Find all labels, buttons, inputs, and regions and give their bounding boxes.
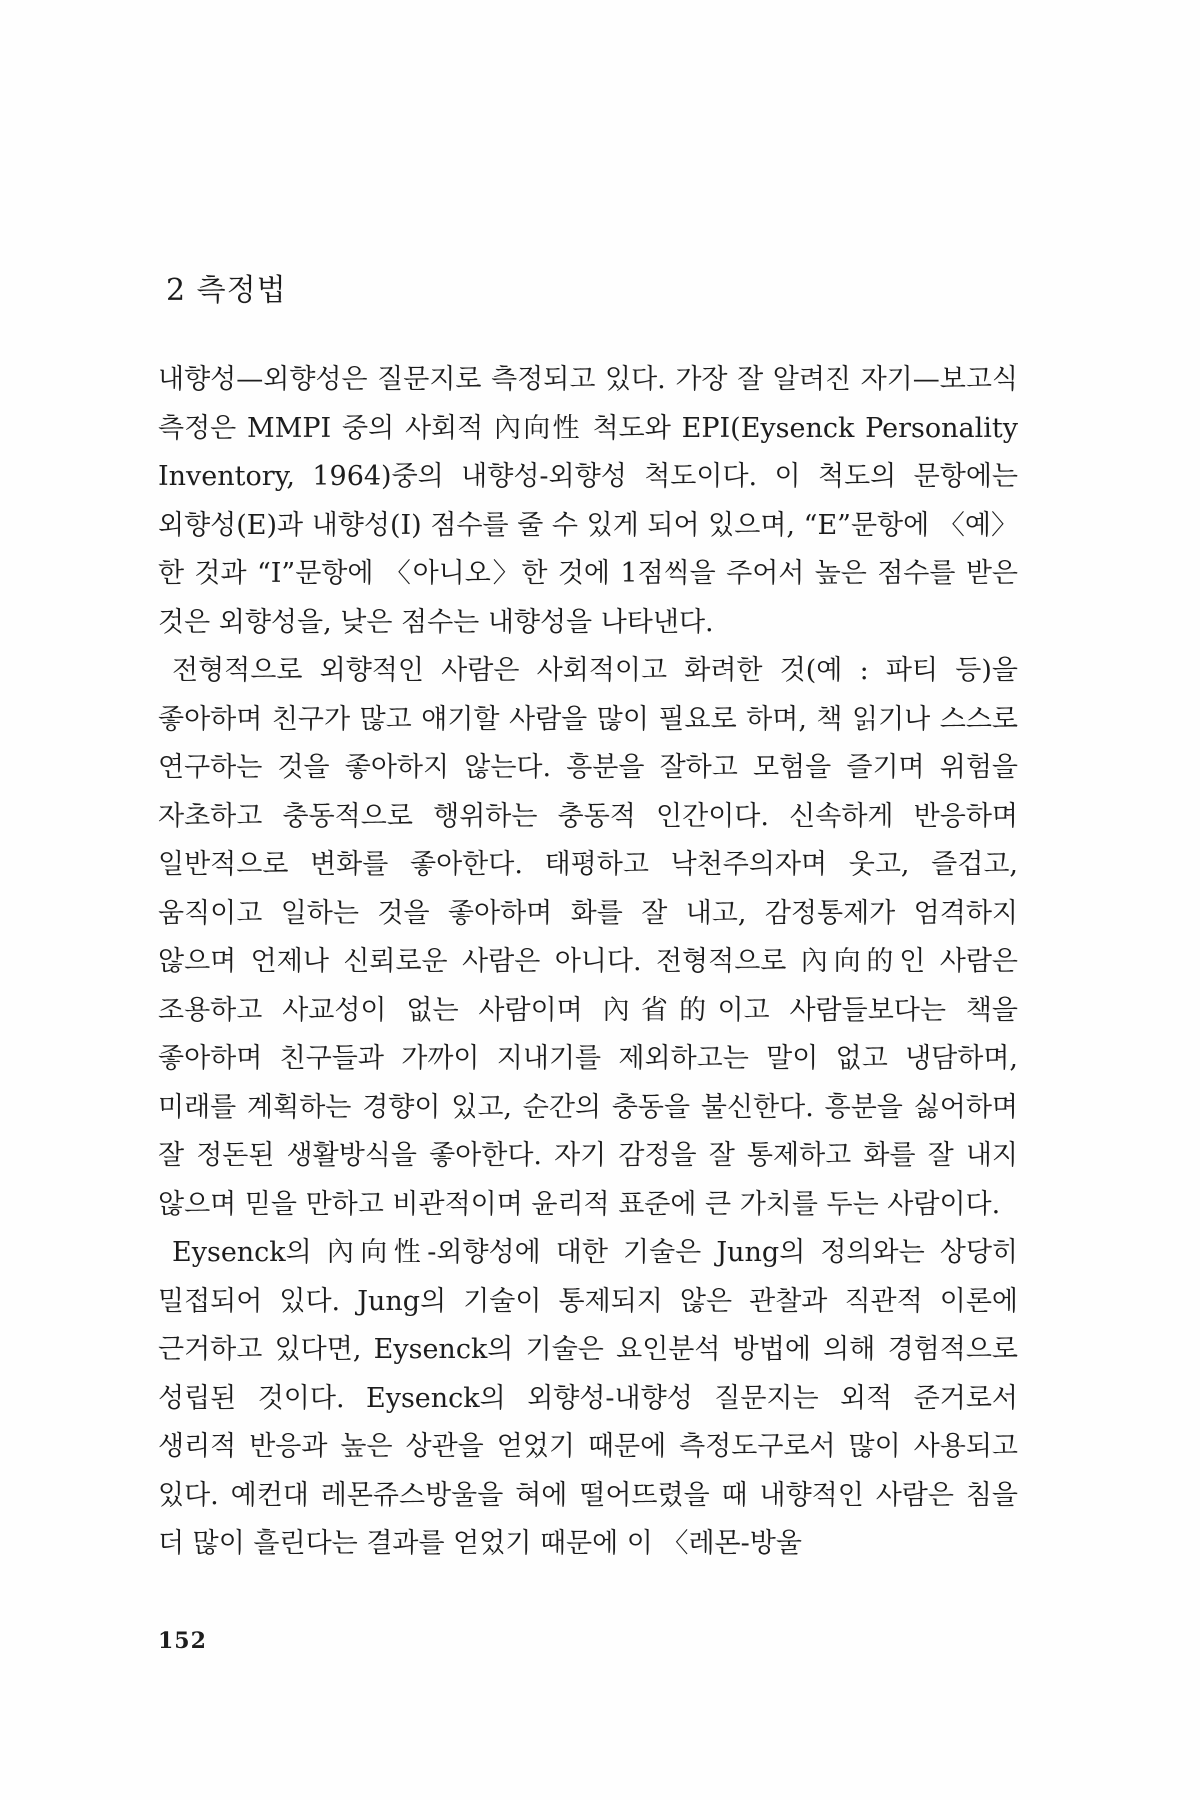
paragraph-1: 내향성—외향성은 질문지로 측정되고 있다. 가장 잘 알려진 자기—보고식 측정은 MMPI 중의 사회적 內向性 척도와 EPI(Eysenck Personality Inventory, 1964)중의 내향성-외향성 척도이다. 이 척도의 문항에는 외향성(E)과 내향성(I) 점수를 줄 수 있게 되어 있으며, “E”문항에 〈예〉한 것과 “I”문항에 〈아니오〉한 것에 1점씩을 주어서 높은 점수를 받은 것은 외향성을, 낮은 점수는 내향성을 나타낸다. (158, 364, 1018, 638)
page-number: 152 (158, 1628, 207, 1654)
section-heading: 2 측정법 (166, 273, 287, 308)
paragraph-3: Eysenck의 內向性-외향성에 대한 기술은 Jung의 정의와는 상당히 밀접되어 있다. Jung의 기술이 통제되지 않은 관찰과 직관적 이론에 근거하고 있다면, Eysenck의 기술은 요인분석 방법에 의해 경험적으로 성립된 것이다. Eysenck의 외향성-내향성 질문지는 외적 준거로서 생리적 반응과 높은 상관을 얻었기 때문에 측정도구로서 많이 사용되고 있다. 예컨대 레몬쥬스방울을 혀에 떨어뜨렸을 때 내향적인 사람은 침을 더 많이 흘린다는 결과를 얻었기 때문에 이 〈레몬-방울 (158, 1237, 1018, 1559)
paragraph-2: 전형적으로 외향적인 사람은 사회적이고 화려한 것(예 : 파티 등)을 좋아하며 친구가 많고 얘기할 사람을 많이 필요로 하며, 책 읽기나 스스로 연구하는 것을 좋아하지 않는다. 흥분을 잘하고 모험을 즐기며 위험을 자초하고 충동적으로 행위하는 충동적 인간이다. 신속하게 반응하며 일반적으로 변화를 좋아한다. 태평하고 낙천주의자며 웃고, 즐겁고, 움직이고 일하는 것을 좋아하며 화를 잘 내고, 감정통제가 엄격하지 않으며 언제나 신뢰로운 사람은 아니다. 전형적으로 內向的인 사람은 조용하고 사교성이 없는 사람이며 內省的이고 사람들보다는 책을 좋아하며 친구들과 가까이 지내기를 제외하고는 말이 없고 냉담하며, 미래를 계획하는 경향이 있고, 순간의 충동을 불신한다. 흥분을 싫어하며 잘 정돈된 생활방식을 좋아한다. 자기 감정을 잘 통제하고 화를 잘 내지 않으며 믿을 만하고 비관적이며 윤리적 표준에 큰 가치를 두는 사람이다. (158, 655, 1018, 1220)
body-text (158, 356, 1018, 1569)
